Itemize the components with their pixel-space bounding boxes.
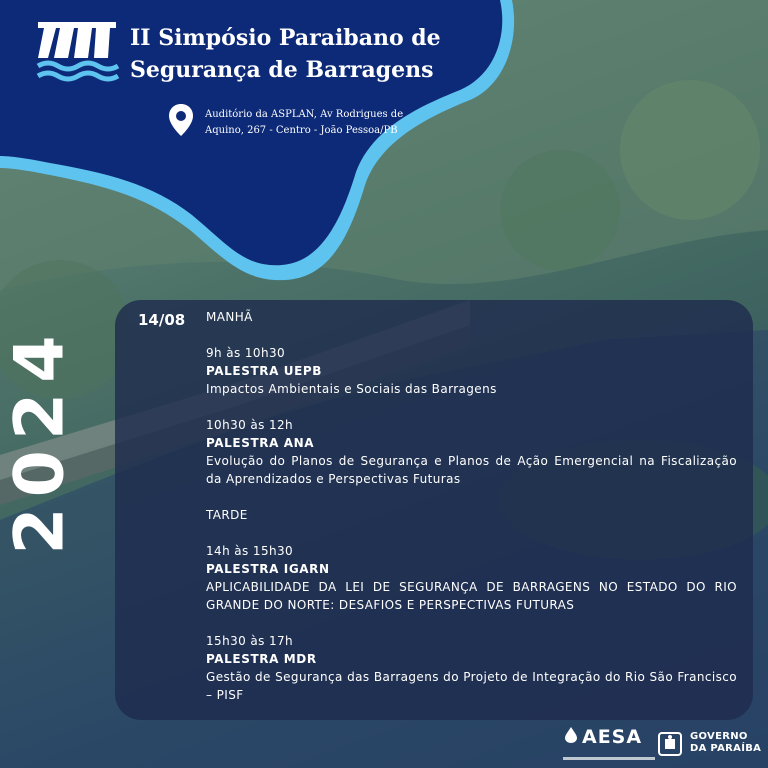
- event-title-line2: Segurança de Barragens: [130, 57, 434, 83]
- event-address: [205, 107, 405, 139]
- session-description: APLICABILIDADE DA LEI DE SEGURANÇA DE BARRAGENS NO ESTADO DO RIO GRANDE DO NORTE: DESAFIOS E PERSPECTIVAS FUTURAS: [206, 580, 737, 612]
- schedule-list: [206, 308, 737, 722]
- schedule-date: 14/08: [138, 311, 186, 329]
- address-line1: Auditório da ASPLAN, Av Rodrigues de: [205, 109, 404, 120]
- session-time: 10h30 às 12h: [206, 418, 294, 432]
- session-description: Gestão de Segurança das Barragens do Projeto de Integração do Rio São Francisco – PISF: [206, 670, 737, 702]
- aesa-tagline-bar: [563, 757, 655, 760]
- aesa-logo: AESA: [582, 726, 643, 748]
- session-title: PALESTRA ANA: [206, 436, 315, 450]
- event-title-line1: II Simpósio Paraibano de: [130, 25, 441, 51]
- address-line2: Aquino, 267 - Centro - João Pessoa/PB: [205, 125, 398, 136]
- dam-spillway-icon: [34, 18, 120, 86]
- session-description: Evolução do Planos de Segurança e Planos de Ação Emergencial na Fiscalização da Aprendizados e Perspectivas Futuras: [206, 454, 737, 486]
- session-igarn: [206, 542, 737, 614]
- session-time: 9h às 10h30: [206, 346, 286, 360]
- coat-of-arms-icon: [656, 731, 684, 757]
- session-title: PALESTRA UEPB: [206, 364, 323, 378]
- session-uepb: [206, 344, 737, 398]
- session-title: PALESTRA IGARN: [206, 562, 330, 576]
- session-description: Impactos Ambientais e Sociais das Barragens: [206, 382, 497, 396]
- event-title: [130, 22, 441, 86]
- aesa-drop-icon: [562, 726, 580, 744]
- session-title: PALESTRA MDR: [206, 652, 317, 666]
- session-time: 15h30 às 17h: [206, 634, 294, 648]
- governo-paraiba-logo: [690, 731, 761, 755]
- gov-line2: DA PARAÍBA: [690, 743, 762, 754]
- session-time: 14h às 15h30: [206, 544, 294, 558]
- year-label: 2024: [0, 325, 80, 555]
- session-ana: [206, 416, 737, 488]
- period-morning: MANHÃ: [206, 310, 253, 324]
- gov-line1: GOVERNO: [690, 731, 748, 742]
- map-pin-icon: [168, 103, 194, 137]
- session-mdr: [206, 632, 737, 704]
- period-afternoon: TARDE: [206, 508, 248, 522]
